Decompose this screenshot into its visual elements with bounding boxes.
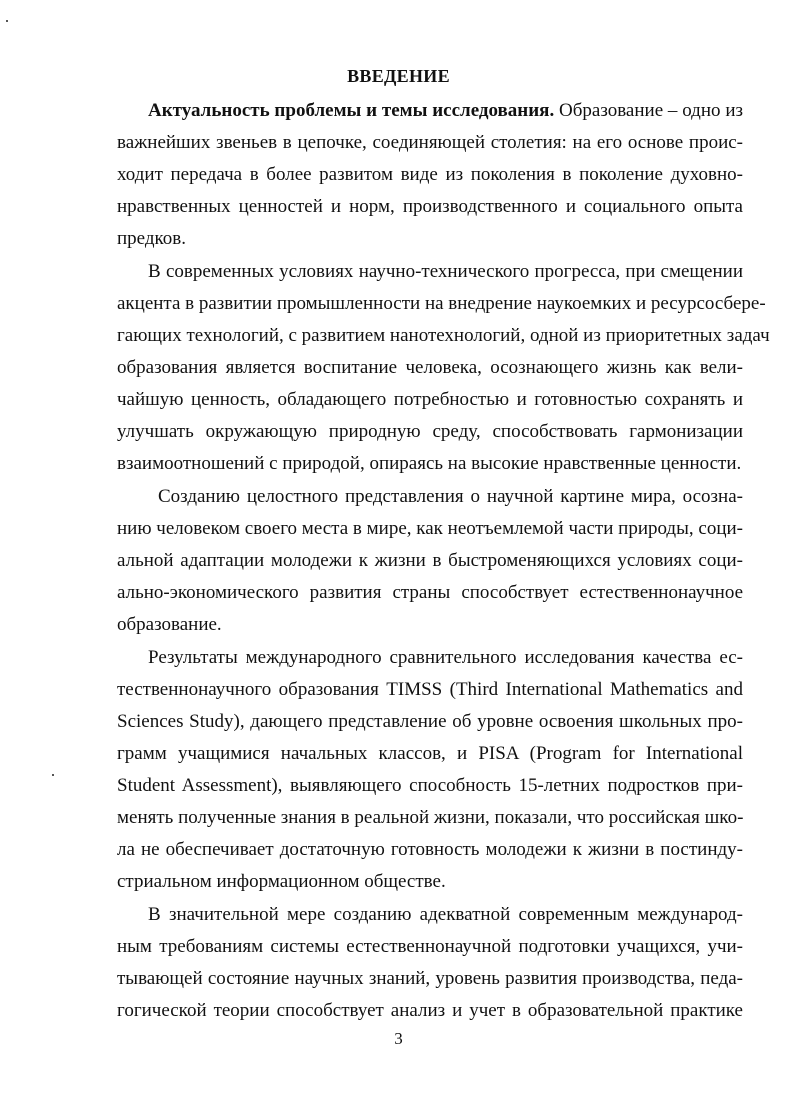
paragraph-line: В значительной мере созданию адекватной современным международ- xyxy=(148,904,743,925)
paragraph-line: образование. xyxy=(117,614,222,635)
paragraph-line: улучшать окружающую природную среду, способствовать гармонизации xyxy=(117,421,743,442)
paragraph-line: ным требованиям системы естественнонаучной подготовки учащихся, учи- xyxy=(117,936,743,957)
paragraph-line: альной адаптации молодежи к жизни в быстроменяющихся условиях соци- xyxy=(117,550,743,571)
paragraph-line: нравственных ценностей и норм, производственного и социального опыта xyxy=(117,196,743,217)
paragraph-line: грамм учащимися начальных классов, и PISA (Program for International xyxy=(117,743,743,764)
paragraph-line: Student Assessment), выявляющего способность 15-летних подростков при- xyxy=(117,775,743,796)
scan-speck xyxy=(52,774,54,776)
paragraph-line: тественнонаучного образования TIMSS (Third International Mathematics and xyxy=(117,679,743,700)
paragraph-line: Созданию целостного представления о научной картине мира, осозна- xyxy=(158,486,743,507)
paragraph-line: тывающей состояние научных знаний, уровень развития производства, педа- xyxy=(117,968,743,989)
paragraph-line: акцента в развитии промышленности на внедрение наукоемких и ресурсосбере- xyxy=(117,293,766,314)
paragraph-line: предков. xyxy=(117,228,187,249)
paragraph-line: гогической теории способствует анализ и учет в образовательной практике xyxy=(117,1000,743,1021)
paragraph-line: ла не обеспечивает достаточную готовность молодежи к жизни в постинду- xyxy=(117,839,743,860)
bold-lead-text: Актуальность проблемы и темы исследования. xyxy=(148,100,555,121)
page-heading: ВВЕДЕНИЕ xyxy=(347,66,450,86)
paragraph-line: образования является воспитание человека, осознающего жизнь как вели- xyxy=(117,357,743,378)
paragraph-line: гающих технологий, с развитием нанотехнологий, одной из приоритетных задач xyxy=(117,325,770,346)
paragraph-line: В современных условиях научно-технического прогресса, при смещении xyxy=(148,261,743,282)
paragraph-line: ходит передача в более развитом виде из поколения в поколение духовно- xyxy=(117,164,743,185)
paragraph-line: менять полученные знания в реальной жизни, показали, что российская шко- xyxy=(117,807,744,828)
paragraph-line: чайшую ценность, обладающего потребностью и готовностью сохранять и xyxy=(117,389,743,410)
scan-speck xyxy=(6,20,8,22)
paragraph-line: Sciences Study), дающего представление об уровне освоения школьных про- xyxy=(117,711,743,732)
paragraph-line: нию человеком своего места в мире, как неотъемлемой части природы, соци- xyxy=(117,518,743,539)
paragraph-line: стриальном информационном обществе. xyxy=(117,871,446,892)
paragraph-line: Результаты международного сравнительного исследования качества ес- xyxy=(148,647,743,668)
paragraph-line: ально-экономического развития страны способствует естественнонаучное xyxy=(117,582,743,603)
paragraph-line: взаимоотношений с природой, опираясь на высокие нравственные ценности. xyxy=(117,453,742,474)
paragraph-line: важнейших звеньев в цепочке, соединяющей столетия: на его основе проис- xyxy=(117,132,743,153)
paragraph-line: Актуальность проблемы и темы исследования. Образование – одно из xyxy=(148,100,743,121)
page-number: 3 xyxy=(394,1029,403,1048)
